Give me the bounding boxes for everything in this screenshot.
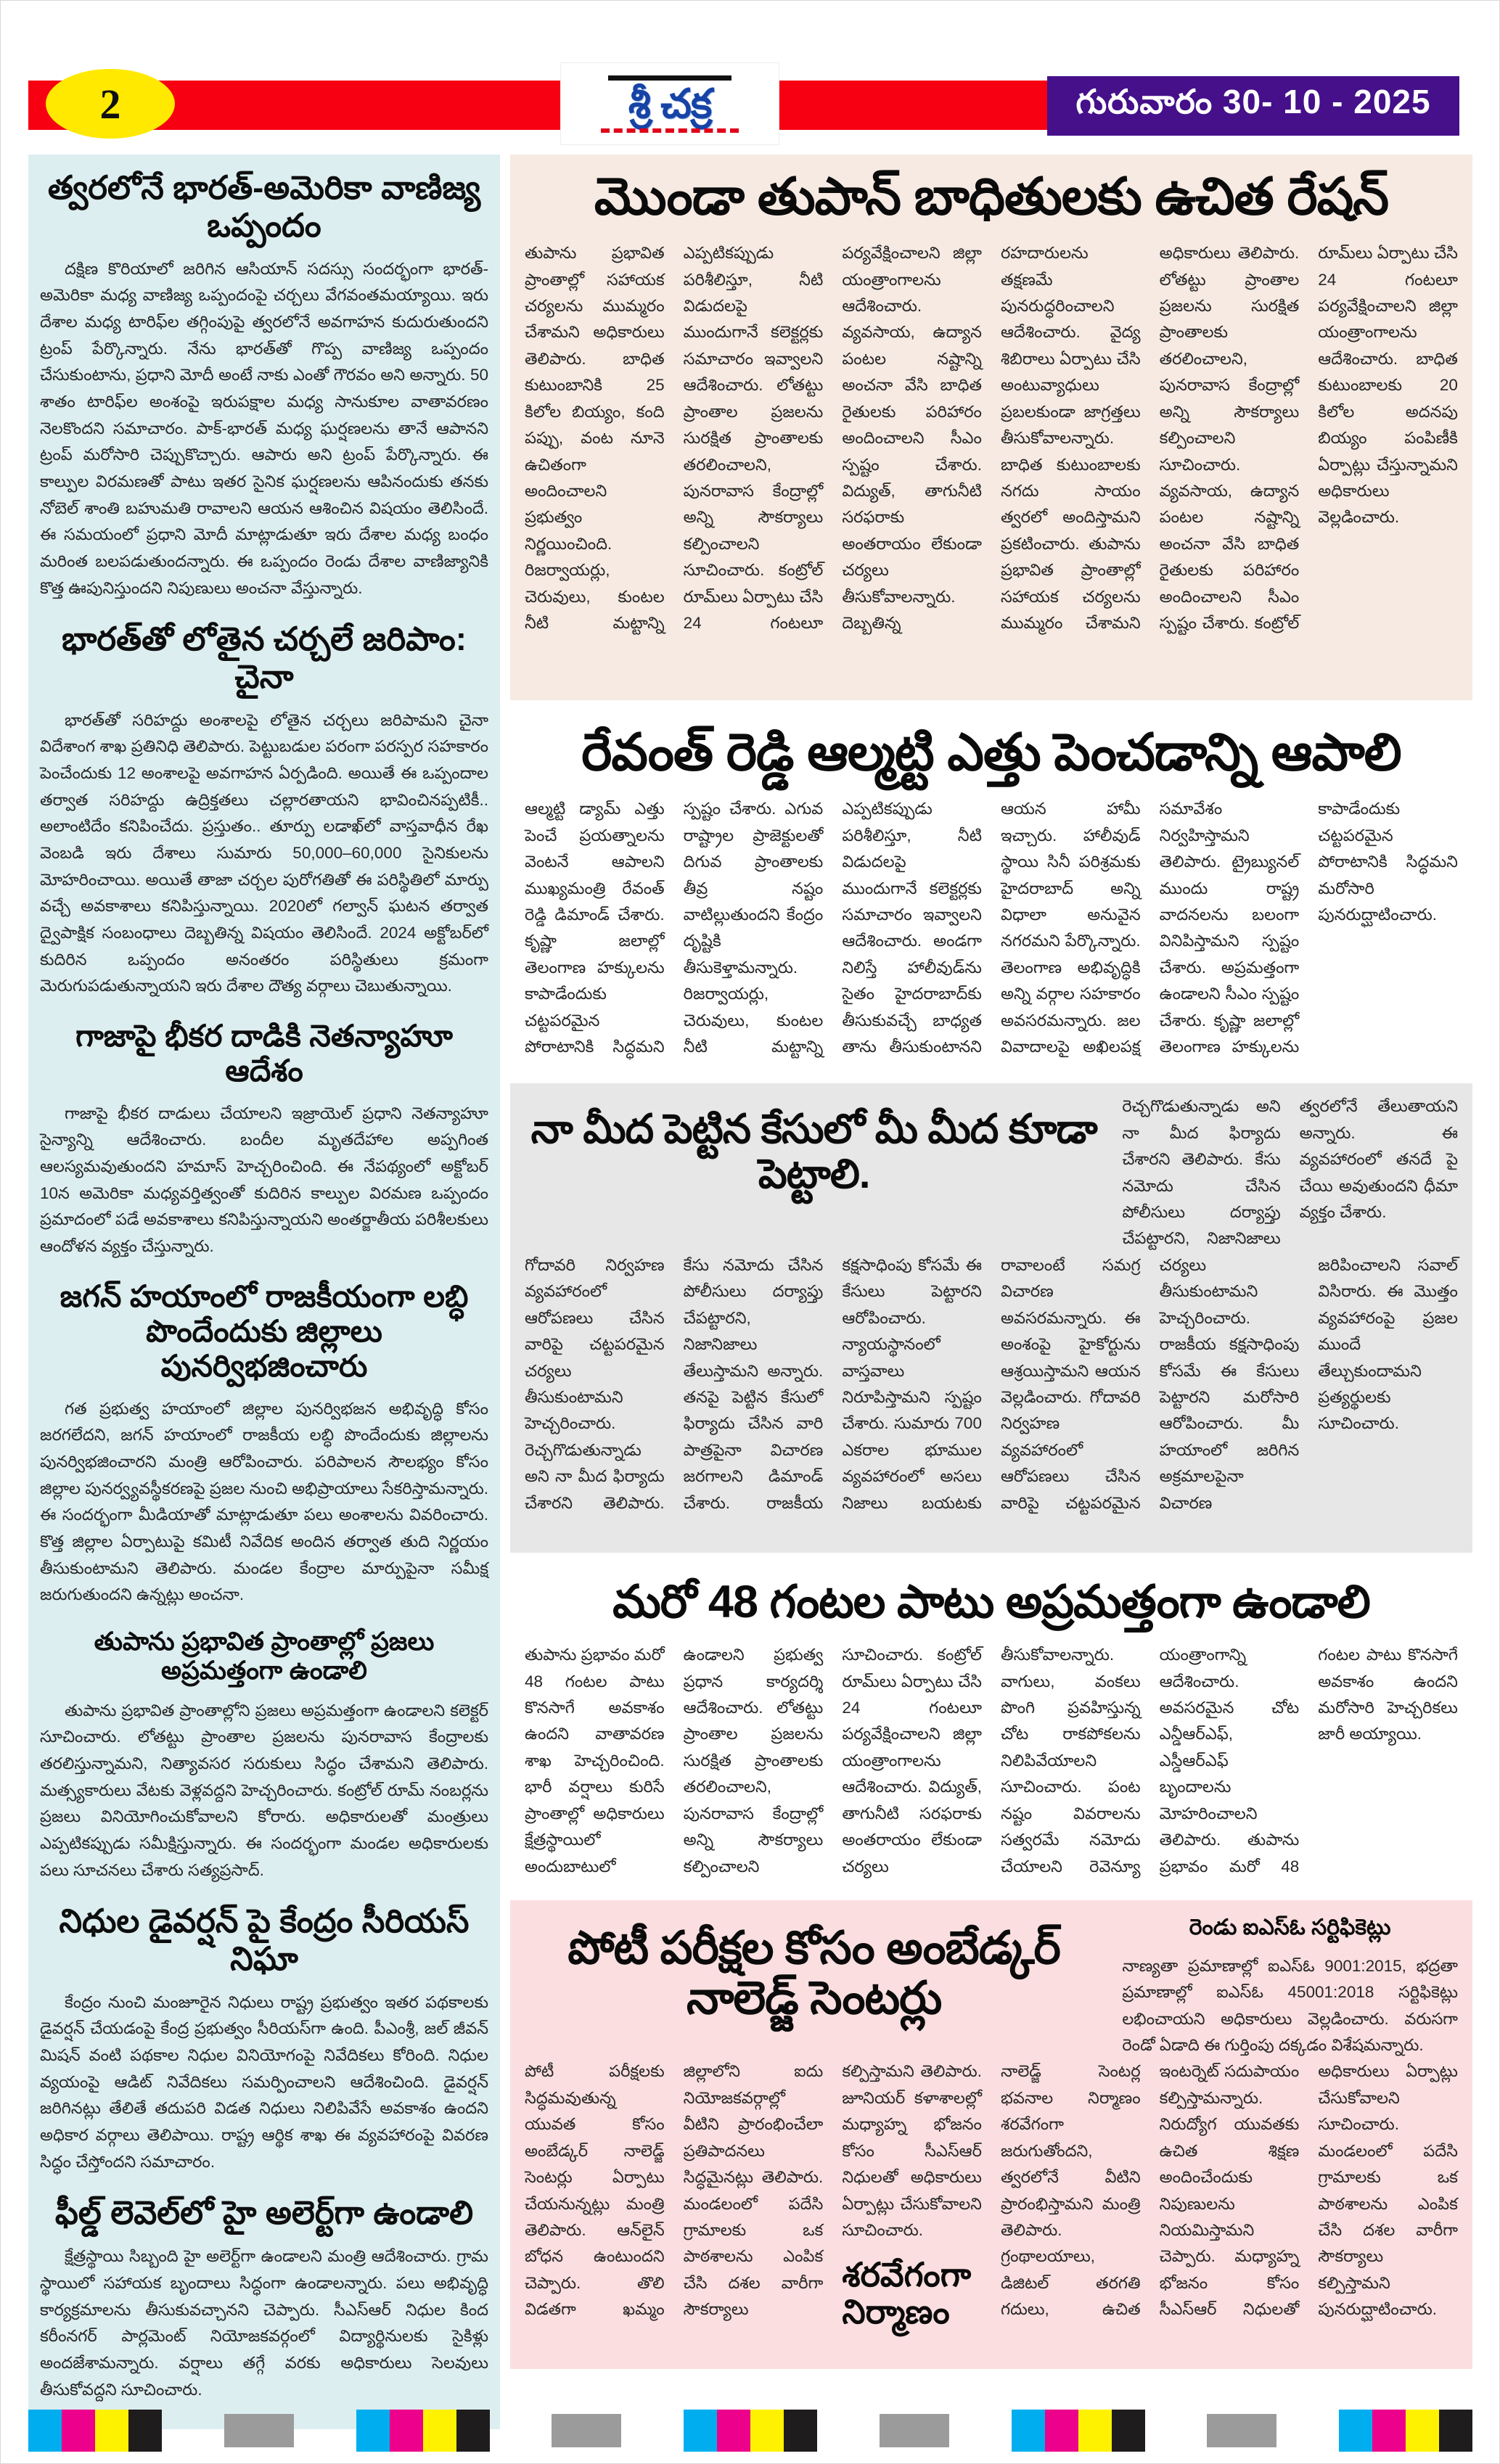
gray-calibration-block <box>552 2414 621 2447</box>
side-article-body: నాణ్యతా ప్రమాణాల్లో ఐఎస్ఓ 9001:2015, భద్రతా ప్రమాణాల్లో ఐఎస్ఓ 45001:2018 సర్టిఫికెట్లు లభించాయని అధికారులు వెల్లడించారు. వరుసగా రెండో ఏడాది ఈ గుర్తింపు దక్కడం విశేషమన్నారు. <box>1122 1956 1458 2054</box>
article-headline: ఫీల్డ్ లెవెల్‌లో హై అలెర్ట్‌గా ఉండాలి <box>54 2194 474 2232</box>
magenta-swatch <box>1372 2410 1406 2452</box>
yellow-swatch <box>1078 2410 1112 2452</box>
section-48-hours-alert <box>510 1563 1472 1890</box>
date-banner <box>1047 76 1459 136</box>
cyan-swatch <box>1339 2410 1372 2452</box>
section-side-text: రెచ్చగొడుతున్నాడు అని నా మీద ఫిర్యాదు చేశారని తెలిపారు. కేసు నమోదు చేసిన పోలీసులు దర్యాప్తు చేపట్టారని, నిజానిజాలు త్వరలోనే తేలుతాయని అన్నారు. ఈ వ్యవహారంలో తనదే పై చేయి అవుతుందని ధీమా వ్యక్తం చేశారు. <box>1122 1097 1458 1248</box>
section-cyclone-free-ration <box>510 155 1472 700</box>
cyan-swatch <box>356 2410 390 2452</box>
page-number: 2 <box>99 80 121 128</box>
section-headline: రేవంత్ రెడ్డి ఆల్మట్టి ఎత్తు పెంచడాన్ని ఆపాలి <box>581 724 1401 782</box>
masthead-red-bar <box>28 81 1047 130</box>
black-swatch <box>128 2410 162 2452</box>
section-body: ఆల్మట్టి డ్యామ్ ఎత్తు పెంచే ప్రయత్నాలను వెంటనే ఆపాలని ముఖ్యమంత్రి రేవంత్ రెడ్డి డిమాండ్ చేశారు. కృష్ణా జలాల్లో తెలంగాణ హక్కులను కాపాడేందుకు చట్టపరమైన పోరాటానికి సిద్ధమని స్పష్టం చేశారు. ఎగువ రాష్ట్రాల ప్రాజెక్టులతో దిగువ ప్రాంతాలకు తీవ్ర నష్టం వాటిల్లుతుందని కేంద్రం దృష్టికి తీసుకెళ్తామన్నారు. రిజర్వాయర్లు, చెరువులు, కుంటల నీటి మట్టాన్ని ఎప్పటికప్పుడు పరిశీలిస్తూ, నీటి విడుదలపై ముందుగానే కలెక్టర్లకు సమాచారం ఇవ్వాలని ఆదేశించారు. అండగా నిలిస్తే హాలీవుడ్‌ను సైతం హైదరాబాద్‌కు తీసుకువచ్చే బాధ్యత తాను తీసుకుంటానని ఆయన హామీ ఇచ్చారు. హాలీవుడ్ స్థాయి సినీ పరిశ్రమకు హైదరాబాద్ అన్ని విధాలా అనువైన నగరమని పేర్కొన్నారు. తెలంగాణ అభివృద్ధికి అన్ని వర్గాల సహకారం అవసరమన్నారు. జల వివాదాలపై అఖిలపక్ష సమావేశం నిర్వహిస్తామని తెలిపారు. ట్రైబ్యునల్ ముందు రాష్ట్ర వాదనలను బలంగా వినిపిస్తామని స్పష్టం చేశారు. అప్రమత్తంగా ఉండాలని సీఎం స్పష్టం చేశారు. కృష్ణా జలాల్లో తెలంగాణ హక్కులను కాపాడేందుకు చట్టపరమైన పోరాటానికి సిద్ధమని మరోసారి పునరుద్ఘాటించారు. <box>525 800 1458 1056</box>
content-area <box>28 155 1472 2429</box>
black-swatch <box>456 2410 490 2452</box>
yellow-swatch <box>95 2410 128 2452</box>
article-body: గత ప్రభుత్వ హయాంలో జిల్లాల పునర్విభజన అభివృద్ధి కోసం జరగలేదని, జగన్ హయాంలో రాజకీయ లబ్ధి పొందేందుకు జిల్లాలను పునర్విభజించారని మంత్రి ఆరోపించారు. పరిపాలన సౌలభ్యం కోసం జిల్లాల పునర్వ్యవస్థీకరణపై ప్రజల నుంచి అభిప్రాయాలు సేకరిస్తామన్నారు. ఈ సందర్భంగా మీడియాతో మాట్లాడుతూ పలు అంశాలను వివరించారు. కొత్త జిల్లాల ఏర్పాటుపై కమిటీ నివేదిక అందిన తర్వాత తుది నిర్ణయం తీసుకుంటామని తెలిపారు. మండల కేంద్రాల మార్పుపైనా సమీక్ష జరుగుతుందని ఉన్నట్లు అంచనా. <box>40 1399 488 1604</box>
article-headline: జగన్ హయాంలో రాజకీయంగా లబ్ధి పొందేందుకు జిల్లాలు పునర్విభజించారు <box>60 1278 469 1384</box>
article-headline: త్వరలోనే భారత్-అమెరికా వాణిజ్య ఒప్పందం <box>47 169 481 244</box>
magenta-swatch <box>62 2410 95 2452</box>
article-body: భారత్‌తో సరిహద్దు అంశాలపై లోతైన చర్చలు జరిపామని చైనా విదేశాంగ శాఖ ప్రతినిధి తెలిపారు. పెట్టుబడుల పరంగా పరస్పర సహకారం పెంచేందుకు 12 అంశాలపై అవగాహన ఏర్పడింది. అయితే ఈ ఒప్పందాల తర్వాత సరిహద్దు ఉద్రిక్తతలు చల్లారతాయని భావించినప్పటికీ.. అలాంటిదేం కనిపించేదు. ప్రస్తుతం.. తూర్పు లడాఖ్‌లో వాస్తవాధీన రేఖ వెంబడి ఇరు దేశాలు సుమారు 50,000–60,000 సైనికులను మోహరించాయి. అయితే తాజా చర్చల పురోగతితో ఈ పరిస్థితిలో మార్పు వచ్చే అవకాశాలు కనిపిస్తున్నాయి. 2020లో గల్వాన్ ఘటన తర్వాత ద్వైపాక్షిక సంబంధాలు దెబ్బతిన్న విషయం తెలిసిందే. 2024 అక్టోబర్‌లో కుదిరిన ఒప్పందం అనంతరం పరిస్థితులు క్రమంగా మెరుగుపడుతున్నాయని ఇరు దేశాల దౌత్య వర్గాలు చెబుతున్నాయి. <box>40 710 488 995</box>
cyan-swatch <box>684 2410 717 2452</box>
cyan-swatch <box>28 2410 62 2452</box>
gray-calibration-block <box>224 2414 294 2447</box>
article-headline: గాజాపై భీకర దాడికి నెతన్యాహూ ఆదేశం <box>75 1019 453 1088</box>
page-number-badge <box>46 69 175 139</box>
article-body: గాజాపై భీకర దాడులు చేయాలని ఇజ్రాయెల్ ప్రధాని నెతన్యాహూ సైన్యాన్ని ఆదేశించారు. బందీల మృతదేహాల అప్పగింత ఆలస్యమవుతుందని హమాస్ హెచ్చరించింది. ఈ నేపథ్యంలో అక్టోబర్ 10న అమెరికా మధ్యవర్తిత్వంతో కుదిరిన కాల్పుల విరమణ ఒప్పందం ప్రమాదంలో పడే అవకాశాలు కనిపిస్తున్నాయని అంతర్జాతీయ పరిశీలకులు ఆందోళన వ్యక్తం చేస్తున్నారు. <box>40 1104 488 1256</box>
section-body <box>525 2058 1458 2359</box>
newspaper-title: శ్రీ చక్ర <box>628 80 712 126</box>
article-cyclone-public-alert <box>40 1627 488 1884</box>
section-headline: నా మీద పెట్టిన కేసులో మీ మీద కూడా పెట్టాలి. <box>530 1106 1097 1196</box>
sub-headline-construction: శరవేగంగా నిర్మాణం <box>842 2256 972 2331</box>
section-body-part2: నాలెడ్జ్ సెంటర్ల భవనాల నిర్మాణం శరవేగంగా జరుగుతోందని, త్వరలోనే వీటిని ప్రారంభిస్తామని మంత్రి తెలిపారు. గ్రంథాలయాలు, డిజిటల్ తరగతి గదులు, ఉచిత ఇంటర్నెట్ సదుపాయం కల్పిస్తామన్నారు. నిరుద్యోగ యువతకు ఉచిత శిక్షణ అందించేందుకు నిపుణులను నియమిస్తామని చెప్పారు. మధ్యాహ్న భోజనం కోసం సీఎస్ఆర్ నిధులతో అధికారులు ఏర్పాట్లు చేసుకోవాలని సూచించారు. మండలంలో పదేసి గ్రామాలకు ఒక పాఠశాలను ఎంపిక చేసి దశల వారీగా సౌకర్యాలు కల్పిస్తామని పునరుద్ఘాటించారు. <box>1000 2062 1458 2319</box>
article-body: దక్షిణ కొరియాలో జరిగిన ఆసియాన్ సదస్సు సందర్భంగా భారత్-అమెరికా మధ్య వాణిజ్య ఒప్పందంపై చర్చలు వేగవంతమయ్యాయి. ఇరు దేశాల మధ్య టారిఫ్‌ల తగ్గింపుపై త్వరలోనే అవగాహన కుదురుతుందని ట్రంప్ పేర్కొన్నారు. నేను భారత్‌తో గొప్ప వాణిజ్య ఒప్పందం చేసుకుంటాను, ప్రధాని మోదీ అంటే నాకు ఎంతో గౌరవం అని అన్నారు. 50 శాతం టారిఫ్‌ల అంశంపై ఇరుపక్షాల మధ్య సానుకూల వాతావరణం నెలకొందని సమాచారం. పాక్-భారత్ మధ్య ఘర్షణలను తానే ఆపానని ట్రంప్ మరోసారి చెప్పుకొచ్చారు. ఆపారు అని ట్రంప్ పేర్కొన్నారు. ఈ కాల్పుల విరమణతో పాటు ఇతర సైనిక ఘర్షణలను ఆపినందుకు తనకు నోబెల్ శాంతి బహుమతి రావాలని ఆయన ఆశించిన విషయం తెలిసిందే. ఈ సమయంలో ప్రధాని మోదీ మాట్లాడుతూ ఇరు దేశాల మధ్య బంధం మరింత బలపడుతుందన్నారు. ఈ ఒప్పందం రెండు దేశాల వాణిజ్యానికి కొత్త ఊపునిస్తుందని నిపుణులు అంచనా వేస్తున్నారు. <box>40 259 488 597</box>
yellow-swatch <box>750 2410 784 2452</box>
section-body: తుపాను ప్రభావం మరో 48 గంటల పాటు కొనసాగే అవకాశం ఉందని వాతావరణ శాఖ హెచ్చరించింది. భారీ వర్షాలు కురిసే ప్రాంతాల్లో అధికారులు క్షేత్రస్థాయిలో అందుబాటులో ఉండాలని ప్రభుత్వ ప్రధాన కార్యదర్శి ఆదేశించారు. లోతట్టు ప్రాంతాల ప్రజలను సురక్షిత ప్రాంతాలకు తరలించాలని, పునరావాస కేంద్రాల్లో అన్ని సౌకర్యాలు కల్పించాలని సూచించారు. కంట్రోల్ రూమ్‌లు ఏర్పాటు చేసి 24 గంటలూ పర్యవేక్షించాలని జిల్లా యంత్రాంగాలను ఆదేశించారు. విద్యుత్, తాగునీటి సరఫరాకు అంతరాయం లేకుండా చర్యలు తీసుకోవాలన్నారు. వాగులు, వంకలు పొంగి ప్రవహిస్తున్న చోట రాకపోకలను నిలిపివేయాలని సూచించారు. పంట నష్టం వివరాలను సత్వరమే నమోదు చేయాలని రెవెన్యూ యంత్రాంగాన్ని ఆదేశించారు. అవసరమైన చోట ఎన్డీఆర్ఎఫ్, ఎస్డీఆర్ఎఫ్ బృందాలను మోహరించాలని తెలిపారు. తుపాను ప్రభావం మరో 48 గంటల పాటు కొనసాగే అవకాశం ఉందని మరోసారి హెచ్చరికలు జారీ అయ్యాయి. <box>525 1646 1458 1876</box>
article-china-talks <box>40 620 488 1000</box>
main-column <box>510 155 1472 2429</box>
magenta-swatch <box>1045 2410 1078 2452</box>
section-headline: మరో 48 గంటల పాటు అప్రమత్తంగా ఉండాలి <box>612 1576 1370 1627</box>
magenta-swatch <box>390 2410 423 2452</box>
article-field-level-alert <box>40 2194 488 2403</box>
article-gaza-netanyahu <box>40 1019 488 1260</box>
cmyk-swatch-group <box>28 2410 162 2452</box>
cyan-swatch <box>1012 2410 1045 2452</box>
yellow-swatch <box>423 2410 456 2452</box>
cmyk-swatch-group <box>1012 2410 1145 2452</box>
article-headline: తుపాను ప్రభావిత ప్రాంతాల్లో ప్రజలు అప్రమత్తంగా ఉండాలి <box>94 1627 435 1685</box>
magenta-swatch <box>717 2410 750 2452</box>
side-article-headline: రెండు ఐఎస్ఓ సర్టిఫికెట్లు <box>1189 1915 1391 1940</box>
cmyk-swatch-group <box>684 2410 817 2452</box>
article-india-us-trade <box>40 169 488 601</box>
black-swatch <box>1112 2410 1145 2452</box>
article-funds-diversion <box>40 1902 488 2175</box>
article-body: తుపాను ప్రభావిత ప్రాంతాల్లోని ప్రజలు అప్రమత్తంగా ఉండాలని కలెక్టర్ సూచించారు. లోతట్టు ప్రాంతాల ప్రజలను పునరావాస కేంద్రాలకు తరలిస్తున్నామని, నిత్యావసర సరుకులు సిద్ధం చేశామని తెలిపారు. మత్స్యకారులు వేటకు వెళ్లవద్దని హెచ్చరించారు. కంట్రోల్ రూమ్ నంబర్లను ప్రజలు వినియోగించుకోవాలని కోరారు. అధికారులతో మంత్రులు ఎప్పటికప్పుడు సమీక్షిస్తున్నారు. ఈ సందర్భంగా మండల అధికారులకు పలు సూచనలు చేశారు సత్యప్రసాద్. <box>40 1701 488 1879</box>
article-headline: నిధుల డైవర్షన్ పై కేంద్రం సీరియస్ నిఘా <box>59 1902 470 1977</box>
newspaper-logo <box>561 63 779 144</box>
logo-top-rule <box>608 75 731 81</box>
issue-date: గురువారం 30- 10 - 2025 <box>1075 83 1431 120</box>
cmyk-swatch-group <box>1339 2410 1472 2452</box>
section-headline: పోటీ పరీక్షల కోసం అంబేడ్కర్ నాలెడ్జ్ సెంటర్లు <box>567 1923 1060 2024</box>
section-body-part1: పోటీ పరీక్షలకు సిద్ధమవుతున్న యువత కోసం అంబేడ్కర్ నాలెడ్జ్ సెంటర్లు ఏర్పాటు చేయనున్నట్లు మంత్రి తెలిపారు. ఆన్‌లైన్ బోధన ఉంటుందని చెప్పారు. తొలి విడతగా ఖమ్మం జిల్లాలోని ఐదు నియోజకవర్గాల్లో వీటిని ప్రారంభించేలా ప్రతిపాదనలు సిద్ధమైనట్లు తెలిపారు. మండలంలో పదేసి గ్రామాలకు ఒక పాఠశాలను ఎంపిక చేసి దశల వారీగా సౌకర్యాలు కల్పిస్తామని తెలిపారు. జూనియర్ కళాశాలల్లో మధ్యాహ్న భోజనం కోసం సీఎస్ఆర్ నిధులతో అధికారులు ఏర్పాట్లు చేసుకోవాలని సూచించారు. <box>525 2062 982 2319</box>
article-districts-reorg <box>40 1279 488 1609</box>
gray-calibration-block <box>880 2414 949 2447</box>
article-body: కేంద్రం నుంచి మంజూరైన నిధులు రాష్ట్ర ప్రభుత్వం ఇతర పథకాలకు డైవర్షన్ చేయడంపై కేంద్ర ప్రభుత్వం సీరియస్‌గా ఉంది. పీఎంశ్రీ, జల్ జీవన్ మిషన్ వంటి పథకాల నిధుల వినియోగంపై నివేదికలు కోరింది. నిధుల వ్యయంపై ఆడిట్ నివేదికలు సమర్పించాలని ఆదేశించింది. డైవర్షన్ జరిగినట్లు తేలితే తదుపరి విడత నిధులు నిలిపివేసే అవకాశం ఉందని అధికార వర్గాలు తెలిపాయి. రాష్ట్ర ఆర్థిక శాఖ ఈ వ్యవహారంపై వివరణ సిద్ధం చేస్తోందని సమాచారం. <box>40 1992 488 2171</box>
section-body: తుపాను ప్రభావిత ప్రాంతాల్లో సహాయక చర్యలను ముమ్మరం చేశామని అధికారులు తెలిపారు. బాధిత కుటుంబానికి 25 కిలోల బియ్యం, కంది పప్పు, వంట నూనె ఉచితంగా అందించాలని ప్రభుత్వం నిర్ణయించింది. రిజర్వాయర్లు, చెరువులు, కుంటల నీటి మట్టాన్ని ఎప్పటికప్పుడు పరిశీలిస్తూ, నీటి విడుదలపై ముందుగానే కలెక్టర్లకు సమాచారం ఇవ్వాలని ఆదేశించారు. లోతట్టు ప్రాంతాల ప్రజలను సురక్షిత ప్రాంతాలకు తరలించాలని, పునరావాస కేంద్రాల్లో అన్ని సౌకర్యాలు కల్పించాలని సూచించారు. కంట్రోల్ రూమ్‌లు ఏర్పాటు చేసి 24 గంటలూ పర్యవేక్షించాలని జిల్లా యంత్రాంగాలను ఆదేశించారు. వ్యవసాయ, ఉద్యాన పంటల నష్టాన్ని అంచనా వేసి బాధిత రైతులకు పరిహారం అందించాలని సీఎం స్పష్టం చేశారు. విద్యుత్, తాగునీటి సరఫరాకు అంతరాయం లేకుండా చర్యలు తీసుకోవాలన్నారు. దెబ్బతిన్న రహదారులను తక్షణమే పునరుద్ధరించాలని ఆదేశించారు. వైద్య శిబిరాలు ఏర్పాటు చేసి అంటువ్యాధులు ప్రబలకుండా జాగ్రత్తలు తీసుకోవాలన్నారు. బాధిత కుటుంబాలకు నగదు సాయం త్వరలో అందిస్తామని ప్రకటించారు. తుపాను ప్రభావిత ప్రాంతాల్లో సహాయక చర్యలను ముమ్మరం చేశామని అధికారులు తెలిపారు. లోతట్టు ప్రాంతాల ప్రజలను సురక్షిత ప్రాంతాలకు తరలించాలని, పునరావాస కేంద్రాల్లో అన్ని సౌకర్యాలు కల్పించాలని సూచించారు. వ్యవసాయ, ఉద్యాన పంటల నష్టాన్ని అంచనా వేసి బాధిత రైతులకు పరిహారం అందించాలని సీఎం స్పష్టం చేశారు. కంట్రోల్ రూమ్‌లు ఏర్పాటు చేసి 24 గంటలూ పర్యవేక్షించాలని జిల్లా యంత్రాంగాలను ఆదేశించారు. బాధిత కుటుంబాలకు 20 కిలోల అదనపు బియ్యం పంపిణీకి ఏర్పాట్లు చేస్తున్నామని అధికారులు వెల్లడించారు. <box>525 244 1458 633</box>
section-headrow <box>525 1093 1458 1252</box>
article-body: క్షేత్రస్థాయి సిబ్బంది హై అలెర్ట్‌గా ఉండాలని మంత్రి ఆదేశించారు. గ్రామ స్థాయిలో సహాయక బృందాలు సిద్ధంగా ఉండాలన్నారు. పలు అభివృద్ధి కార్యక్రమాలను తీసుకువచ్చానని చెప్పారు. సీఎస్ఆర్ నిధుల కింద కరీంనగర్ పార్లమెంట్ నియోజకవర్గంలో విద్యార్థినులకు సైకిళ్లు అందజేశామన్నారు. వర్షాలు తగ్గే వరకు అధికారులు సెలవులు తీసుకోవద్దని సూచించారు. <box>40 2247 488 2399</box>
black-swatch <box>784 2410 817 2452</box>
yellow-swatch <box>1406 2410 1439 2452</box>
section-headline: మొండా తుపాన్ బాధితులకు ఉచిత రేషన్ <box>594 168 1389 226</box>
left-column <box>28 155 500 2429</box>
print-registration-bar <box>28 2408 1472 2453</box>
cmyk-swatch-group <box>356 2410 490 2452</box>
section-body: గోదావరి నిర్వహణ వ్యవహారంలో ఆరోపణలు చేసిన వారిపై చట్టపరమైన చర్యలు తీసుకుంటామని హెచ్చరించారు. రెచ్చగొడుతున్నాడు అని నా మీద ఫిర్యాదు చేశారని తెలిపారు. కేసు నమోదు చేసిన పోలీసులు దర్యాప్తు చేపట్టారని, నిజానిజాలు తేలుస్తామని అన్నారు. తనపై పెట్టిన కేసులో ఫిర్యాదు చేసిన వారి పాత్రపైనా విచారణ జరగాలని డిమాండ్ చేశారు. రాజకీయ కక్షసాధింపు కోసమే ఈ కేసులు పెట్టారని ఆరోపించారు. న్యాయస్థానంలో వాస్తవాలు నిరూపిస్తామని స్పష్టం చేశారు. సుమారు 700 ఎకరాల భూముల వ్యవహారంలో అసలు నిజాలు బయటకు రావాలంటే సమగ్ర విచారణ అవసరమన్నారు. ఈ అంశంపై హైకోర్టును ఆశ్రయిస్తామని ఆయన వెల్లడించారు. గోదావరి నిర్వహణ వ్యవహారంలో ఆరోపణలు చేసిన వారిపై చట్టపరమైన చర్యలు తీసుకుంటామని హెచ్చరించారు. రాజకీయ కక్షసాధింపు కోసమే ఈ కేసులు పెట్టారని మరోసారి ఆరోపించారు. మీ హయాంలో జరిగిన అక్రమాలపైనా విచారణ జరిపించాలని సవాల్ విసిరారు. ఈ మొత్తం వ్యవహారంపై ప్రజల ముందే తేల్చుకుందామని ప్రత్యర్థులకు సూచించారు. <box>525 1255 1458 1512</box>
section-revanth-almatti <box>510 710 1472 1073</box>
black-swatch <box>1439 2410 1472 2452</box>
section-counter-case <box>510 1083 1472 1553</box>
gray-calibration-block <box>1207 2414 1276 2447</box>
article-headline: భారత్‌తో లోతైన చర్చలే జరిపాం: చైనా <box>62 620 467 695</box>
logo-bottom-rule <box>601 128 739 133</box>
section-side-article <box>1122 1910 1458 2058</box>
section-ambedkar-knowledge-centers <box>510 1900 1472 2369</box>
section-headrow <box>525 1910 1458 2058</box>
